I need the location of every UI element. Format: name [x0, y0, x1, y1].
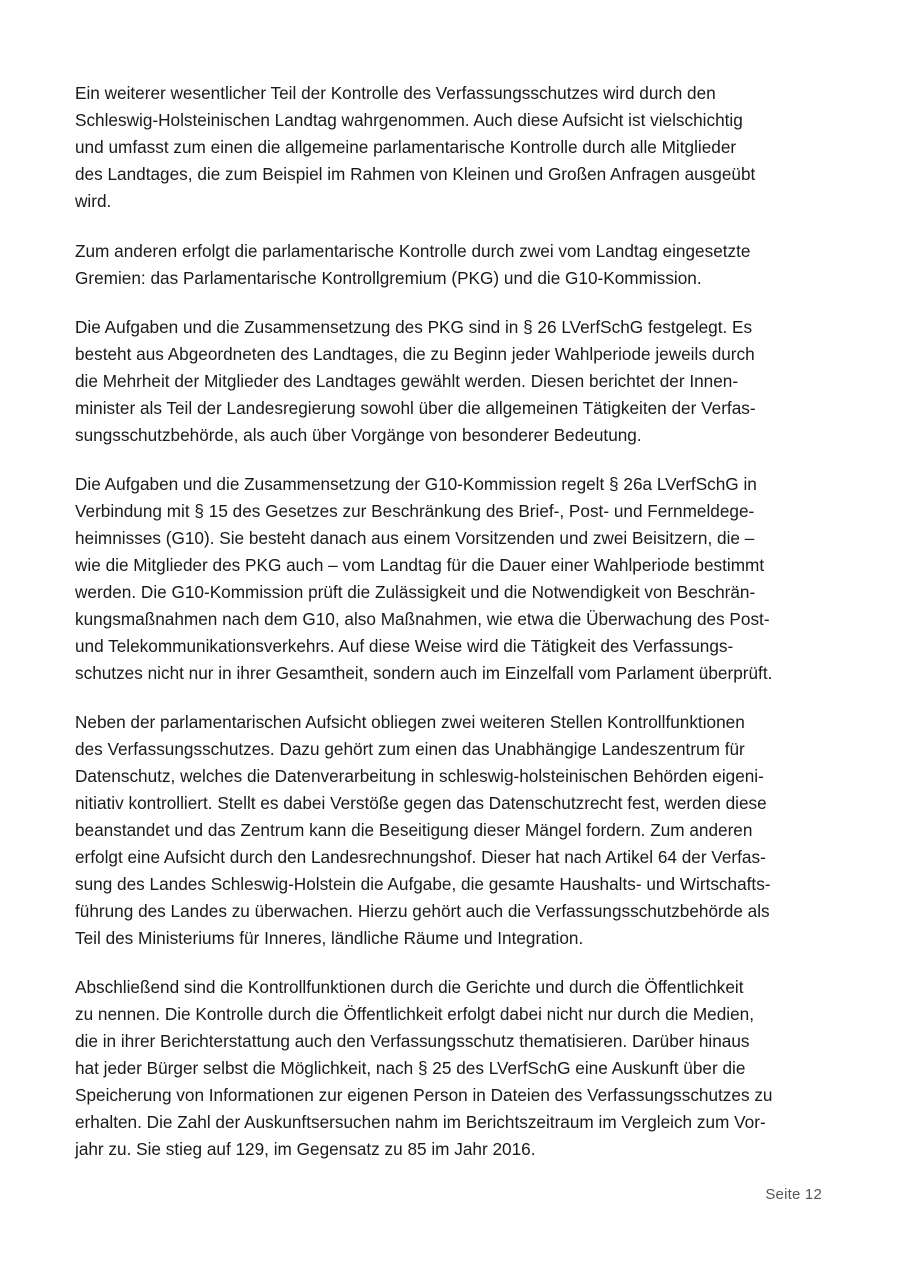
text-line: Zum anderen erfolgt die parlamentarische Kontrolle durch zwei vom Landtag eingesetzte: [75, 241, 751, 261]
text-line: Verbindung mit § 15 des Gesetzes zur Beschränkung des Brief-, Post- und Fernmeldege-: [75, 501, 755, 521]
text-line: führung des Landes zu überwachen. Hierzu gehört auch die Verfassungsschutzbehörde als: [75, 901, 770, 921]
text-line: schutzes nicht nur in ihrer Gesamtheit, sondern auch im Einzelfall vom Parlament überprüft.: [75, 663, 773, 683]
text-line: Abschließend sind die Kontrollfunktionen durch die Gerichte und durch die Öffentlichkeit: [75, 977, 744, 997]
paragraph-courts-public: [75, 974, 825, 1163]
text-line: besteht aus Abgeordneten des Landtages, die zu Beginn jeder Wahlperiode jeweils durch: [75, 344, 755, 364]
page-number: Seite 12: [765, 1186, 822, 1203]
text-line: wie die Mitglieder des PKG auch – vom Landtag für die Dauer einer Wahlperiode bestimmt: [75, 555, 765, 575]
text-line: sung des Landes Schleswig-Holstein die Aufgabe, die gesamte Haushalts- und Wirtschafts-: [75, 874, 771, 894]
text-line: Ein weiterer wesentlicher Teil der Kontrolle des Verfassungsschutzes wird durch den: [75, 83, 716, 103]
text-line: wird.: [75, 191, 112, 211]
paragraph-other-oversight: [75, 709, 825, 952]
text-line: die Mehrheit der Mitglieder des Landtages gewählt werden. Diesen berichtet der Innen-: [75, 371, 739, 391]
text-line: erhalten. Die Zahl der Auskunftsersuchen nahm im Berichtszeitraum im Vergleich zum Vor-: [75, 1112, 766, 1132]
text-line: Die Aufgaben und die Zusammensetzung des PKG sind in § 26 LVerfSchG festgelegt. Es: [75, 317, 753, 337]
text-line: minister als Teil der Landesregierung sowohl über die allgemeinen Tätigkeiten der Verfas-: [75, 398, 756, 418]
text-line: des Landtages, die zum Beispiel im Rahmen von Kleinen und Großen Anfragen ausgeübt: [75, 164, 756, 184]
text-line: und umfasst zum einen die allgemeine parlamentarische Kontrolle durch alle Mitglieder: [75, 137, 737, 157]
text-line: und Telekommunikationsverkehrs. Auf diese Weise wird die Tätigkeit des Verfassungs-: [75, 636, 734, 656]
text-line: erfolgt eine Aufsicht durch den Landesrechnungshof. Dieser hat nach Artikel 64 der Verfas-: [75, 847, 766, 867]
text-line: hat jeder Bürger selbst die Möglichkeit, nach § 25 des LVerfSchG eine Auskunft über die: [75, 1058, 746, 1078]
text-line: nitiativ kontrolliert. Stellt es dabei Verstöße gegen das Datenschutzrecht fest, werden diese: [75, 793, 767, 813]
body-text: [75, 80, 825, 1183]
text-line: jahr zu. Sie stieg auf 129, im Gegensatz zu 85 im Jahr 2016.: [75, 1139, 536, 1159]
text-line: heimnisses (G10). Sie besteht danach aus einem Vorsitzenden und zwei Beisitzern, die –: [75, 528, 755, 548]
text-line: Die Aufgaben und die Zusammensetzung der G10-Kommission regelt § 26a LVerfSchG in: [75, 474, 757, 494]
paragraph-landtag-oversight: [75, 80, 825, 215]
text-line: des Verfassungsschutzes. Dazu gehört zum einen das Unabhängige Landeszentrum für: [75, 739, 745, 759]
text-line: Datenschutz, welches die Datenverarbeitung in schleswig-holsteinischen Behörden eigeni-: [75, 766, 764, 786]
paragraph-pkg: [75, 314, 825, 449]
text-line: Neben der parlamentarischen Aufsicht obliegen zwei weiteren Stellen Kontrollfunktionen: [75, 712, 745, 732]
text-line: werden. Die G10-Kommission prüft die Zulässigkeit und die Notwendigkeit von Beschrän-: [75, 582, 756, 602]
paragraph-committees: [75, 238, 825, 292]
text-line: die in ihrer Berichterstattung auch den Verfassungsschutz thematisieren. Darüber hinaus: [75, 1031, 750, 1051]
text-line: zu nennen. Die Kontrolle durch die Öffentlichkeit erfolgt dabei nicht nur durch die Medien,: [75, 1004, 754, 1024]
text-line: beanstandet und das Zentrum kann die Beseitigung dieser Mängel fordern. Zum anderen: [75, 820, 753, 840]
text-line: Gremien: das Parlamentarische Kontrollgremium (PKG) und die G10-Kommission.: [75, 268, 702, 288]
text-line: sungsschutzbehörde, als auch über Vorgänge von besonderer Bedeutung.: [75, 425, 642, 445]
text-line: Speicherung von Informationen zur eigenen Person in Dateien des Verfassungsschutzes zu: [75, 1085, 773, 1105]
paragraph-g10-commission: [75, 471, 825, 687]
text-line: Teil des Ministeriums für Inneres, ländliche Räume und Integration.: [75, 928, 584, 948]
text-line: kungsmaßnahmen nach dem G10, also Maßnahmen, wie etwa die Überwachung des Post-: [75, 609, 770, 629]
text-line: Schleswig-Holsteinischen Landtag wahrgenommen. Auch diese Aufsicht ist vielschichtig: [75, 110, 743, 130]
